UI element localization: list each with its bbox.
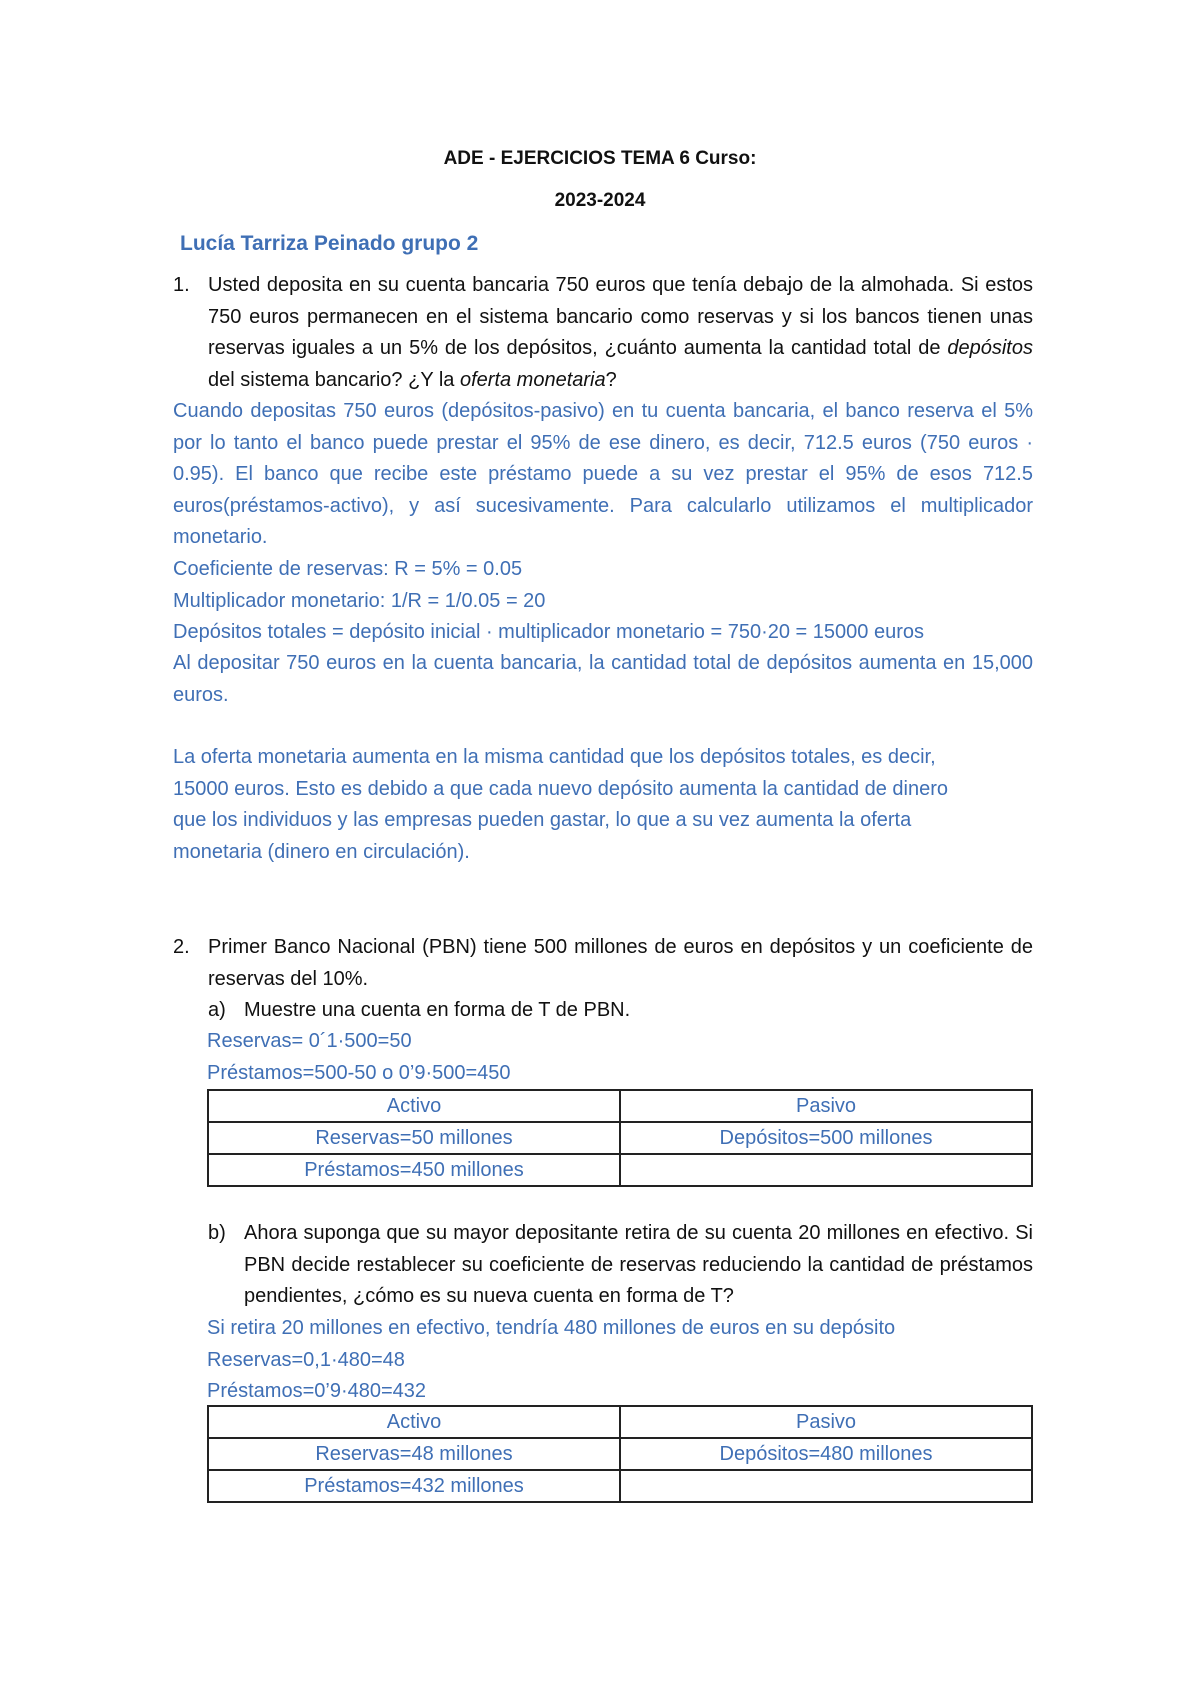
answer-1-formulas — [173, 554, 924, 649]
header-pasivo: Pasivo — [620, 1406, 1032, 1438]
question-2b-label: b) — [208, 1222, 226, 1244]
table-row — [208, 1154, 1032, 1186]
answer-1-money-supply: La oferta monetaria aumenta en la misma cantidad que los depósitos totales, es decir, 15000 euros. Esto es debido a que cada nuevo depósito aumenta la cantidad de dinero que los individuos y las empresas pueden gastar, lo que a su vez aumenta la oferta monetaria (dinero en circulación). — [173, 746, 949, 863]
table-header-row — [208, 1406, 1032, 1438]
cell-reservas: Reservas=48 millones — [208, 1438, 620, 1470]
t-account-table-a — [207, 1089, 1033, 1187]
money-multiplier-line: Multiplicador monetario: 1/R = 1/0.05 = 20 — [173, 589, 546, 612]
document-subtitle: 2023-2024 — [554, 190, 646, 211]
document-title: ADE - EJERCICIOS TEMA 6 Curso: — [443, 148, 757, 169]
cell-empty — [620, 1470, 1032, 1502]
t-account-table-b — [207, 1405, 1033, 1503]
table-row — [208, 1438, 1032, 1470]
question-2a-text: Muestre una cuenta en forma de T de PBN. — [244, 999, 631, 1021]
cell-prestamos: Préstamos=450 millones — [208, 1154, 620, 1186]
question-2b-text: Ahora suponga que su mayor depositante retira de su cuenta 20 millones en efectivo. Si PBN decide restablecer su coeficiente de reservas reduciendo la cantidad de préstamos pendientes, ¿cómo es su nueva cuenta en forma de T? — [244, 1222, 1033, 1307]
header-activo: Activo — [208, 1090, 620, 1122]
question-2a-label: a) — [208, 999, 226, 1021]
question-2-number: 2. — [173, 936, 190, 958]
reserve-coefficient-line: Coeficiente de reservas: R = 5% = 0.05 — [173, 558, 523, 580]
cell-reservas: Reservas=50 millones — [208, 1122, 620, 1154]
question-1-number: 1. — [173, 274, 190, 296]
cell-prestamos: Préstamos=432 millones — [208, 1470, 620, 1502]
answer-1-explanation: Cuando depositas 750 euros (depósitos-pasivo) en tu cuenta bancaria, el banco reserva el 5% por lo tanto el banco puede prestar el 95% de ese dinero, es decir, 712.5 euros (750 euros · 0.95). El banco que recibe este préstamo puede a su vez prestar el 95% de esos 712.5 euros(préstamos-activo), y así sucesivamente. Para calcularlo utilizamos el multiplicador monetario. — [173, 400, 1033, 548]
table-header-row — [208, 1090, 1032, 1122]
author-name: Lucía Tarriza Peinado grupo 2 — [180, 232, 479, 255]
question-2-text: Primer Banco Nacional (PBN) tiene 500 millones de euros en depósitos y un coeficiente de reservas del 10%. — [208, 936, 1033, 990]
answer-2b-calculations: Si retira 20 millones en efectivo, tendría 480 millones de euros en su depósito Reservas=0,1·480=48 Préstamos=0’9·480=432 — [207, 1317, 896, 1402]
cell-depositos: Depósitos=500 millones — [620, 1122, 1032, 1154]
question-1-text: Usted deposita en su cuenta bancaria 750 euros que tenía debajo de la almohada. Si estos 750 euros permanecen en el sistema bancario como reservas y si los bancos tienen unas reservas iguales a un 5% de los depósitos, ¿cuánto aumenta la cantidad total de depósitos del sistema bancario? ¿Y la oferta monetaria? — [208, 274, 1033, 391]
header-pasivo: Pasivo — [620, 1090, 1032, 1122]
cell-empty — [620, 1154, 1032, 1186]
answer-1-conclusion: Al depositar 750 euros en la cuenta bancaria, la cantidad total de depósitos aumenta en 15,000 euros. — [173, 652, 1033, 706]
table-row — [208, 1470, 1032, 1502]
header-activo: Activo — [208, 1406, 620, 1438]
total-deposits-line: Depósitos totales = depósito inicial · multiplicador monetario = 750·20 = 15000 euros — [173, 621, 924, 643]
table-row — [208, 1122, 1032, 1154]
cell-depositos: Depósitos=480 millones — [620, 1438, 1032, 1470]
answer-2a-calculations: Reservas= 0´1·500=50 Préstamos=500-50 o 0’9·500=450 — [207, 1030, 511, 1084]
